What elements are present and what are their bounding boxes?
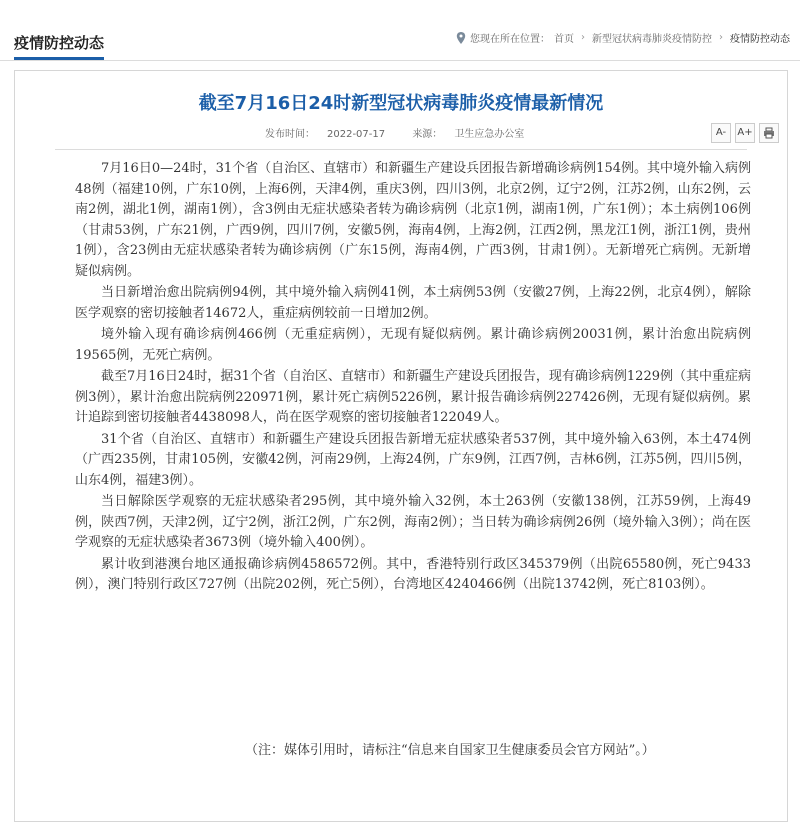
- location-pin-icon: [456, 32, 466, 44]
- breadcrumb-prefix: 您现在所在位置：: [470, 34, 550, 45]
- article-source: [412, 129, 536, 140]
- publish-date-value: 2022-07-17: [327, 129, 386, 140]
- paragraph: 当日新增治愈出院病例94例，其中境外输入病例41例，本土病例53例（安徽27例，上海22例，北京4例），解除医学观察的密切接触者14672人，重症病例较前一日增加2例。: [75, 285, 751, 321]
- section-title: 疫情防控动态: [14, 32, 104, 60]
- paragraph: 当日解除医学观察的无症状感染者295例，其中境外输入32例，本土263例（安徽138例，江苏59例，上海49例，陕西7例，天津2例，辽宁2例，浙江2例，广东2例，海南2例）；当日转为确诊病例26例（境外输入3例）；尚在医学观察的无症状感染者3673例（境外输入400例）。: [75, 494, 751, 550]
- paragraph: 7月16日0—24时，31个省（自治区、直辖市）和新疆生产建设兵团报告新增确诊病例154例。其中境外输入病例48例（福建10例，广东10例，上海6例，天津4例，重庆3例，四川3例，北京2例，辽宁2例，江苏2例，山东2例，云南2例，湖北1例，湖南1例），含3例由无症状感染者转为确诊病例（北京1例，湖南1例，广东1例）；本土病例106例（甘肃53例，广东21例，广西9例，四川7例，安徽5例，海南4例，上海2例，江西2例，黑龙江1例，浙江1例，贵州1例），含23例由无症状感染者转为确诊病例（广东15例，海南4例，广西3例，甘肃1例）。无新增死亡病例。无新增疑似病例。: [75, 161, 751, 279]
- publish-date-label: 发布时间：: [265, 129, 315, 140]
- top-header: [0, 0, 800, 61]
- print-icon: [763, 127, 775, 139]
- breadcrumb-current: 疫情防控动态: [730, 34, 790, 45]
- breadcrumb: [456, 30, 790, 45]
- print-button[interactable]: [759, 123, 779, 143]
- article-panel: [14, 70, 788, 822]
- media-note: （注：媒体引用时，请标注“信息来自国家卫生健康委员会官方网站”。）: [245, 743, 655, 758]
- font-increase-button[interactable]: A+: [735, 123, 755, 143]
- paragraph: 累计收到港澳台地区通报确诊病例4586572例。其中，香港特别行政区345379例（出院65580例，死亡9433例），澳门特别行政区727例（出院202例，死亡5例），台湾地区4240466例（出院13742例，死亡8103例）。: [75, 556, 751, 592]
- article-body: [75, 159, 751, 597]
- article-meta: [265, 125, 548, 140]
- source-label: 来源：: [412, 129, 443, 140]
- paragraph: 截至7月16日24时，据31个省（自治区、直辖市）和新疆生产建设兵团报告，现有确诊病例1229例（其中重症病例3例），累计治愈出院病例220971例，累计死亡病例5226例，累计报告确诊病例227426例，无现有疑似病例。累计追踪到密切接触者4438098人，尚在医学观察的密切接触者122049人。: [75, 369, 751, 425]
- source-value: 卫生应急办公室: [454, 129, 525, 140]
- breadcrumb-home[interactable]: 首页: [554, 34, 574, 45]
- article-tools: [711, 123, 779, 143]
- paragraph: 31个省（自治区、直辖市）和新疆生产建设兵团报告新增无症状感染者537例，其中境外输入63例，本土474例（广西235例，甘肃105例，安徽42例，河南29例，上海24例，广东9例，江西7例，吉林6例，江苏5例，四川5例，山东4例，福建3例）。: [75, 431, 751, 488]
- breadcrumb-covid[interactable]: 新型冠状病毒肺炎疫情防控: [592, 34, 712, 45]
- font-decrease-button[interactable]: A-: [711, 123, 731, 143]
- article-title: 截至7月16日24时新型冠状病毒肺炎疫情最新情况: [198, 93, 604, 114]
- breadcrumb-separator: ›: [581, 32, 585, 43]
- paragraph: 境外输入现有确诊病例466例（无重症病例），无现有疑似病例。累计确诊病例20031例，累计治愈出院病例19565例，无死亡病例。: [75, 327, 751, 363]
- publish-date: [265, 129, 397, 140]
- breadcrumb-separator: ›: [719, 32, 723, 43]
- divider: [55, 149, 747, 150]
